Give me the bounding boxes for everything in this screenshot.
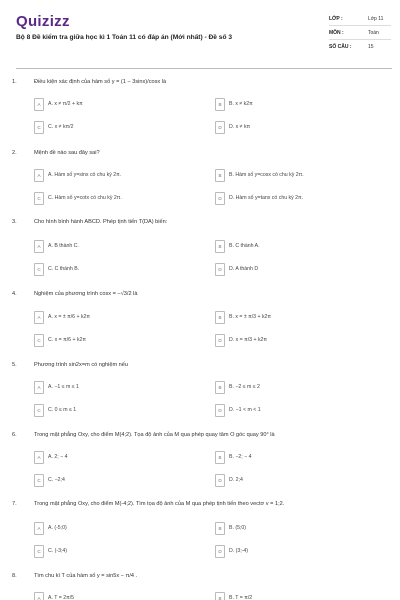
option-text: B. x = ± π/3 + k2π — [229, 314, 272, 320]
option-letter: A — [34, 311, 44, 324]
option-text: C. x = π/6 + k2π — [48, 337, 87, 343]
option-text: A. x ≠ π/2 + kπ — [48, 101, 83, 107]
option-text: C. −2;4 — [48, 477, 65, 483]
option-text: B. T = π/2 — [229, 595, 253, 600]
option-text: A. (-5;0) — [48, 525, 67, 531]
quizizz-logo: Quizizz — [16, 13, 70, 30]
option-letter: B — [215, 240, 225, 253]
meta-value: 15 — [368, 43, 374, 50]
option-b[interactable] — [215, 98, 385, 111]
option-text: D. x ≠ kπ — [229, 124, 251, 130]
meta-row-class — [329, 12, 391, 26]
meta-label: MÔN : — [329, 29, 344, 36]
option-letter: D — [215, 192, 225, 205]
option-letter: D — [215, 545, 225, 558]
option-text: B. (5;0) — [229, 525, 247, 531]
question-number: 1. — [12, 79, 17, 85]
option-text: D. A thành D — [229, 266, 259, 272]
option-c[interactable] — [34, 545, 204, 558]
option-c[interactable] — [34, 334, 204, 347]
question-number: 5. — [12, 362, 17, 368]
option-d[interactable] — [215, 121, 385, 134]
option-letter: A — [34, 240, 44, 253]
option-letter: A — [34, 592, 44, 600]
option-d[interactable] — [215, 404, 385, 417]
option-text: B. C thành A. — [229, 243, 260, 249]
option-a[interactable] — [34, 522, 204, 535]
option-text: A. 2; − 4 — [48, 454, 68, 460]
question-number: 2. — [12, 150, 17, 156]
question-text: Mệnh đề nào sau đây sai? — [34, 150, 100, 156]
option-letter: C — [34, 121, 44, 134]
option-letter: C — [34, 334, 44, 347]
option-letter: B — [215, 311, 225, 324]
question-text: Tìm chu kì T của hàm số y = sin5x − π/4 . — [34, 573, 138, 579]
option-letter: A — [34, 169, 44, 182]
option-b[interactable] — [215, 169, 385, 182]
option-letter: D — [215, 121, 225, 134]
option-d[interactable] — [215, 545, 385, 558]
question-number: 8. — [12, 573, 17, 579]
option-a[interactable] — [34, 311, 204, 324]
option-text: B. −2 ≤ m ≤ 2 — [229, 384, 260, 390]
option-text: C. x ≠ kπ/2 — [48, 124, 74, 130]
question-number: 6. — [12, 432, 17, 438]
meta-label: LỚP : — [329, 15, 343, 22]
option-c[interactable] — [34, 404, 204, 417]
option-b[interactable] — [215, 451, 385, 464]
option-text: D. −1 < m < 1 — [229, 407, 261, 413]
header-divider — [16, 68, 392, 69]
option-text: C. C thành B. — [48, 266, 80, 272]
option-letter: D — [215, 263, 225, 276]
option-text: A. T = 2π/5 — [48, 595, 75, 600]
option-c[interactable] — [34, 121, 204, 134]
option-letter: B — [215, 592, 225, 600]
option-letter: C — [34, 404, 44, 417]
option-a[interactable] — [34, 381, 204, 394]
question-text: Cho hình bình hành ABCD. Phép tịnh tiến T(DA) biến: — [34, 219, 168, 225]
question-text: Trong mặt phẳng Oxy, cho điểm M(-4;2). Tìm tọa độ ảnh của M qua phép tịnh tiến theo vectơ v = 1;2. — [34, 501, 285, 507]
option-letter: D — [215, 404, 225, 417]
option-b[interactable] — [215, 592, 385, 600]
option-text: A. −1 ≤ m ≤ 1 — [48, 384, 79, 390]
option-letter: D — [215, 334, 225, 347]
option-letter: C — [34, 474, 44, 487]
question-number: 7. — [12, 501, 17, 507]
option-text: C. 0 ≤ m ≤ 1 — [48, 407, 77, 413]
option-letter: C — [34, 545, 44, 558]
meta-table — [329, 12, 391, 53]
meta-row-count — [329, 40, 391, 53]
option-letter: A — [34, 98, 44, 111]
option-letter: D — [215, 474, 225, 487]
option-d[interactable] — [215, 263, 385, 276]
option-text: B. Hàm số y=cosx có chu kỳ 2π. — [229, 172, 304, 178]
option-d[interactable] — [215, 334, 385, 347]
question-text: Nghiệm của phương trình cosx = −√3/2 là — [34, 291, 138, 297]
meta-label: SỐ CÂU : — [329, 43, 352, 50]
option-letter: A — [34, 451, 44, 464]
option-text: A. x = ± π/6 + k2π — [48, 314, 91, 320]
option-a[interactable] — [34, 98, 204, 111]
option-d[interactable] — [215, 192, 385, 205]
question-text: Điều kiện xác định của hàm số y = (1 − 3sinx)/cosx là — [34, 79, 167, 85]
option-b[interactable] — [215, 240, 385, 253]
option-letter: C — [34, 192, 44, 205]
option-letter: B — [215, 381, 225, 394]
question-number: 4. — [12, 291, 17, 297]
option-text: B. x ≠ k2π — [229, 101, 253, 107]
option-text: C. Hàm số y=cotx có chu kỳ 2π. — [48, 195, 122, 201]
option-text: D. x = π/3 + k2π — [229, 337, 268, 343]
option-text: A. B thành C. — [48, 243, 79, 249]
option-letter: A — [34, 381, 44, 394]
option-letter: B — [215, 451, 225, 464]
option-c[interactable] — [34, 474, 204, 487]
option-a[interactable] — [34, 169, 204, 182]
option-d[interactable] — [215, 474, 385, 487]
option-text: D. (3;-4) — [229, 548, 249, 554]
option-a[interactable] — [34, 240, 204, 253]
option-text: A. Hàm số y=sinx có chu kỳ 2π. — [48, 172, 122, 178]
option-text: B. −2; − 4 — [229, 454, 252, 460]
question-text: Phương trình sin2x=m có nghiệm nếu — [34, 362, 129, 368]
question-text: Trong mặt phẳng Oxy, cho điểm M(4;2). Tọa độ ảnh của M qua phép quay tâm O góc quay 90° là — [34, 432, 275, 438]
option-a[interactable] — [34, 592, 204, 600]
option-c[interactable] — [34, 263, 204, 276]
page-title: Bộ 8 Đề kiểm tra giữa học kì 1 Toán 11 có đáp án (Mới nhất) - Đề số 3 — [16, 34, 232, 41]
option-letter: C — [34, 263, 44, 276]
option-text: D. Hàm số y=tanx có chu kỳ 2π. — [229, 195, 304, 201]
option-text: D. 2;4 — [229, 477, 243, 483]
meta-row-subject — [329, 26, 391, 40]
option-b[interactable] — [215, 522, 385, 535]
option-c[interactable] — [34, 192, 204, 205]
meta-value: Lớp 11 — [368, 15, 384, 22]
option-letter: A — [34, 522, 44, 535]
meta-value: Toán — [368, 29, 379, 36]
option-b[interactable] — [215, 381, 385, 394]
option-text: C. (-3;4) — [48, 548, 68, 554]
option-letter: B — [215, 98, 225, 111]
option-letter: B — [215, 169, 225, 182]
question-number: 3. — [12, 219, 17, 225]
option-a[interactable] — [34, 451, 204, 464]
option-b[interactable] — [215, 311, 385, 324]
option-letter: B — [215, 522, 225, 535]
